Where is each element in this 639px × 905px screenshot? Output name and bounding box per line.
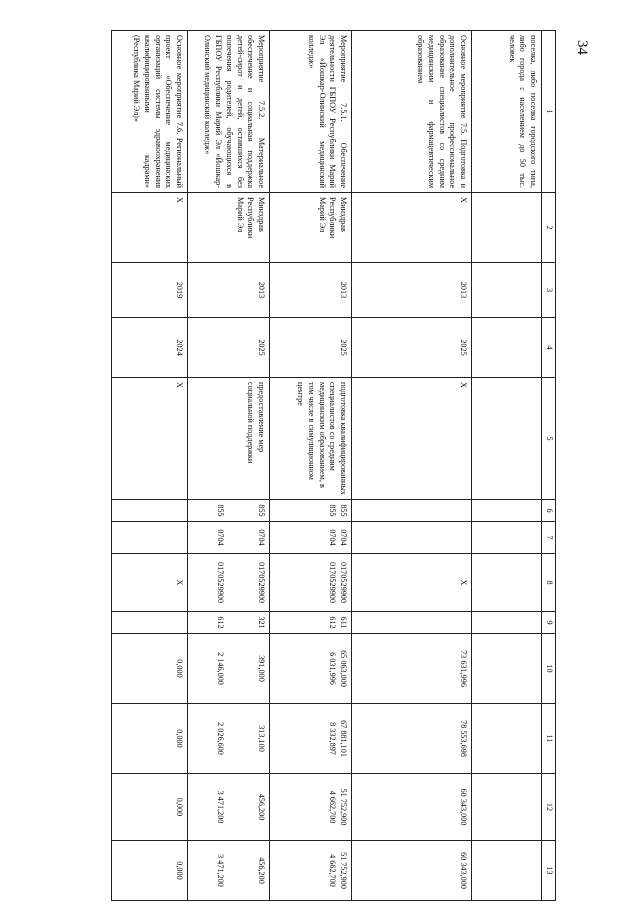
table-cell: 2025 <box>352 318 472 378</box>
table-cell: 2013 <box>188 263 270 318</box>
table-cell <box>472 500 542 522</box>
cell-value: 0170529900 <box>328 562 338 603</box>
cell-value: 456,200 <box>257 793 267 821</box>
column-header: 7 <box>542 522 556 554</box>
table-cell: Х <box>352 193 472 263</box>
table-cell <box>112 774 188 841</box>
rotated-table-container <box>126 30 556 900</box>
table-row <box>472 31 542 901</box>
cell-value: 0704 <box>339 529 349 546</box>
table-cell <box>270 841 352 901</box>
table-cell <box>472 634 542 704</box>
column-header: 11 <box>542 704 556 774</box>
table-cell <box>352 704 472 774</box>
table-cell <box>352 634 472 704</box>
table-cell: 2025 <box>188 318 270 378</box>
cell-value: 321 <box>257 616 267 629</box>
table-cell <box>472 774 542 841</box>
cell-value: 855 <box>216 504 226 517</box>
table-cell: Основное мероприятие 7.5. Подготовка и дополнительное профессиональное образование специалистов со средним медицинским и фармацевтическим образованием <box>352 31 472 193</box>
cell-value: 2 026,600 <box>216 722 226 755</box>
table-cell <box>112 522 188 554</box>
table-cell <box>352 500 472 522</box>
cell-value: 612 <box>216 616 226 629</box>
table-cell <box>270 500 352 522</box>
column-header: 5 <box>542 378 556 500</box>
cell-value: 51 752,900 <box>339 788 349 826</box>
table-cell <box>188 704 270 774</box>
column-header: 6 <box>542 500 556 522</box>
table-cell: Х <box>112 193 188 263</box>
table-row <box>188 31 270 901</box>
table-cell <box>352 612 472 634</box>
cell-value: 855 <box>328 504 338 517</box>
cell-value: 60 343,000 <box>459 852 469 889</box>
table-cell <box>270 522 352 554</box>
cell-value: 51 752,900 <box>339 852 349 889</box>
table-cell <box>270 774 352 841</box>
cell-value: 0,000 <box>175 861 185 880</box>
cell-value: 3 471,200 <box>216 790 226 824</box>
column-header: 1 <box>542 31 556 193</box>
budget-table <box>111 30 556 901</box>
table-cell <box>472 522 542 554</box>
table-cell <box>472 612 542 634</box>
cell-value: 0,000 <box>175 659 185 678</box>
table-cell <box>270 634 352 704</box>
cell-value: 4 662,700 <box>328 790 338 824</box>
table-cell <box>472 554 542 612</box>
cell-value: 0,000 <box>175 797 185 817</box>
table-cell <box>352 841 472 901</box>
table-cell <box>352 774 472 841</box>
table-cell <box>188 554 270 612</box>
column-header: 3 <box>542 263 556 318</box>
cell-value: 0170529900 <box>339 562 349 603</box>
table-cell <box>188 841 270 901</box>
column-number-row <box>542 31 556 901</box>
cell-value: 2 146,000 <box>216 652 226 685</box>
column-header: 10 <box>542 634 556 704</box>
table-cell: предоставление мер социальной поддержки <box>188 378 270 500</box>
cell-value: 8 332,897 <box>328 722 338 755</box>
cell-value: 0704 <box>257 529 267 546</box>
cell-value: 4 662,700 <box>328 854 338 887</box>
table-body <box>112 31 542 901</box>
table-cell: Минздрав Республики Марий Эл <box>270 193 352 263</box>
cell-value: Х <box>175 579 185 586</box>
cell-value: 0,000 <box>175 729 185 748</box>
table-cell <box>270 612 352 634</box>
table-cell: 2013 <box>270 263 352 318</box>
table-cell: 2019 <box>112 263 188 318</box>
cell-value: 0704 <box>216 529 226 546</box>
table-cell <box>270 554 352 612</box>
table-cell <box>112 612 188 634</box>
cell-value: 313,100 <box>257 725 267 752</box>
table-cell: подготовка квалифицированных специалистов со средним медицинским образованием, в том числе в симуляционном центре <box>270 378 352 500</box>
cell-value: 855 <box>339 504 349 517</box>
table-cell: поселка, либо поселка городского типа, либо города с населением до 50 тыс. человек <box>472 31 542 193</box>
cell-value: Х <box>459 579 469 586</box>
cell-value: 612 <box>328 616 338 629</box>
table-cell: 2024 <box>112 318 188 378</box>
table-cell <box>112 704 188 774</box>
table-cell <box>112 841 188 901</box>
table-cell <box>188 522 270 554</box>
cell-value: 73 631,996 <box>459 650 469 687</box>
table-cell <box>112 634 188 704</box>
table-cell <box>188 500 270 522</box>
table-cell <box>472 704 542 774</box>
cell-value: 0704 <box>328 529 338 546</box>
table-cell <box>188 774 270 841</box>
table-row <box>112 31 188 901</box>
cell-value: 456,200 <box>257 857 267 884</box>
table-cell <box>352 554 472 612</box>
column-header: 2 <box>542 193 556 263</box>
table-cell <box>270 704 352 774</box>
cell-value: 6 031,996 <box>328 652 338 685</box>
column-header: 8 <box>542 554 556 612</box>
table-cell <box>472 378 542 500</box>
table-row <box>270 31 352 901</box>
table-cell <box>472 841 542 901</box>
cell-value: 391,000 <box>257 655 267 682</box>
cell-value: 3 471,200 <box>216 854 226 887</box>
table-cell: 2025 <box>270 318 352 378</box>
column-header: 9 <box>542 612 556 634</box>
table-cell: Х <box>352 378 472 500</box>
table-cell <box>352 522 472 554</box>
cell-value: 78 553,698 <box>459 720 469 757</box>
column-header: 13 <box>542 841 556 901</box>
cell-value: 855 <box>257 504 267 517</box>
table-cell <box>188 612 270 634</box>
table-cell: 2013 <box>352 263 472 318</box>
table-row <box>352 31 472 901</box>
table-cell <box>112 500 188 522</box>
cell-value: 611 <box>339 616 349 629</box>
table-cell <box>188 634 270 704</box>
cell-value: 60 343,000 <box>459 788 469 826</box>
table-cell: Х <box>112 378 188 500</box>
table-cell <box>472 318 542 378</box>
column-header: 4 <box>542 318 556 378</box>
cell-value: 0170529900 <box>257 562 267 603</box>
column-header: 12 <box>542 774 556 841</box>
table-cell: Минздрав Республики Марий Эл <box>188 193 270 263</box>
table-cell <box>112 554 188 612</box>
cell-value: 67 881,101 <box>339 720 349 757</box>
page-number: 34 <box>574 40 590 55</box>
table-cell: Мероприятие 7.5.2. Материальное обеспечение и социальная поддержка детей-сирот и детей, оставшихся без попечения родителей, обучающихся в ГБПОУ Республики Марий Эл «Йошкар-Олинский медицинский колледж» <box>188 31 270 193</box>
table-cell: Мероприятие 7.5.1. Обеспечение деятельности ГБПОУ Республики Марий Эл «Йошкар-Олинский медицинский колледж» <box>270 31 352 193</box>
table-cell: Основное мероприятие 7.6. Региональный проект «Обеспечение медицинских организаций системы здравоохранения квалифицированными кадрами» (Республика Марий Эл)» <box>112 31 188 193</box>
cell-value: 65 063,000 <box>339 650 349 687</box>
table-cell <box>472 193 542 263</box>
cell-value: 0170529900 <box>216 562 226 603</box>
table-cell <box>472 263 542 318</box>
